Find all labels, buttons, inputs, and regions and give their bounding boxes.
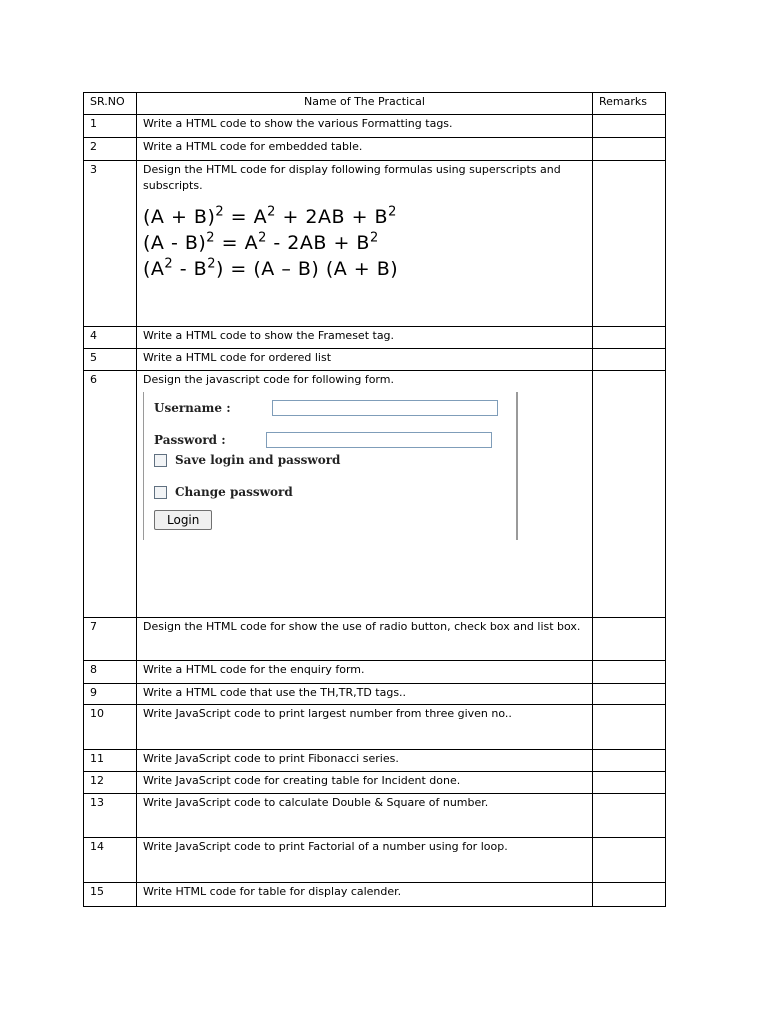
- row-remarks: [593, 371, 666, 618]
- practicals-table: [83, 92, 666, 907]
- table-row: [84, 618, 666, 661]
- login-button[interactable]: Login: [154, 510, 212, 530]
- table-row: [84, 883, 666, 907]
- row-name: Write a HTML code that use the TH,TR,TD tags..: [137, 684, 593, 705]
- formula-line-2: $(A - B)^2 = A^2 - 2AB + B^2$: [143, 230, 379, 254]
- row-sr: 1: [84, 115, 137, 138]
- password-label: Password :: [154, 433, 226, 447]
- row-remarks: [593, 883, 666, 907]
- header-practical-name: Name of The Practical: [137, 93, 593, 115]
- save-login-label: Save login and password: [175, 453, 341, 467]
- row-remarks: [593, 684, 666, 705]
- row-sr: 14: [84, 838, 137, 883]
- password-input[interactable]: [266, 432, 492, 448]
- row-name: Write a HTML code to show the Frameset tag.: [137, 327, 593, 349]
- row-remarks: [593, 161, 666, 327]
- table-header-row: [84, 93, 666, 115]
- row-remarks: [593, 838, 666, 883]
- row-name: Write a HTML code for ordered list: [137, 349, 593, 371]
- row-remarks: [593, 349, 666, 371]
- row-remarks: [593, 750, 666, 772]
- table-row: [84, 371, 666, 618]
- row-sr: 3: [84, 161, 137, 327]
- row-remarks: [593, 661, 666, 684]
- row-remarks: [593, 705, 666, 750]
- row-name: Design the javascript code for following form.: [143, 373, 394, 386]
- row-remarks: [593, 138, 666, 161]
- formula-line-1: $(A + B)^2 = A^2 + 2AB + B^2$: [143, 204, 397, 228]
- row-name: Design the HTML code for show the use of radio button, check box and list box.: [137, 618, 593, 661]
- row-remarks: [593, 327, 666, 349]
- save-login-checkbox[interactable]: [154, 454, 167, 467]
- row-sr: 4: [84, 327, 137, 349]
- username-row: [154, 400, 498, 416]
- row-sr: 6: [84, 371, 137, 618]
- login-form-illustration: [143, 392, 518, 540]
- table-row: [84, 327, 666, 349]
- row-name: Design the HTML code for display following formulas using superscripts and subscripts.: [143, 163, 561, 192]
- row-sr: 12: [84, 772, 137, 794]
- row-remarks: [593, 772, 666, 794]
- row-name: Write a HTML code to show the various Formatting tags.: [137, 115, 593, 138]
- table-row: [84, 705, 666, 750]
- row-sr: 7: [84, 618, 137, 661]
- row-name: Write a HTML code for embedded table.: [137, 138, 593, 161]
- table-row: [84, 684, 666, 705]
- table-row: [84, 794, 666, 838]
- table-row: [84, 661, 666, 684]
- row-name: Write JavaScript code to print Fibonacci series.: [137, 750, 593, 772]
- table-row: [84, 349, 666, 371]
- row-sr: 13: [84, 794, 137, 838]
- username-label: Username :: [154, 401, 231, 415]
- table-row: [84, 750, 666, 772]
- row-name-cell: [137, 371, 593, 618]
- row-remarks: [593, 618, 666, 661]
- row-name: Write JavaScript code to calculate Double & Square of number.: [137, 794, 593, 838]
- row-name: Write HTML code for table for display calender.: [137, 883, 593, 907]
- row-sr: 11: [84, 750, 137, 772]
- row-name: Write JavaScript code for creating table for Incident done.: [137, 772, 593, 794]
- header-sr-no: SR.NO: [84, 93, 137, 115]
- change-password-checkbox[interactable]: [154, 486, 167, 499]
- row-name: Write a HTML code for the enquiry form.: [137, 661, 593, 684]
- table-row: [84, 138, 666, 161]
- row-sr: 15: [84, 883, 137, 907]
- change-password-label: Change password: [175, 485, 293, 499]
- form-right-border: [516, 392, 518, 540]
- password-row: [154, 432, 492, 448]
- row-sr: 10: [84, 705, 137, 750]
- row-sr: 2: [84, 138, 137, 161]
- formula-block: [143, 204, 586, 282]
- save-login-row: [154, 452, 340, 468]
- row-remarks: [593, 794, 666, 838]
- table-row: [84, 115, 666, 138]
- row-name-cell: [137, 161, 593, 327]
- table-row: [84, 772, 666, 794]
- table-row: [84, 161, 666, 327]
- table-row: [84, 838, 666, 883]
- change-password-row: [154, 484, 293, 500]
- formula-line-3: $(A^2 - B^2) = (A - B) (A + B)$: [143, 256, 399, 280]
- row-name: Write JavaScript code to print largest number from three given no..: [137, 705, 593, 750]
- username-input[interactable]: [272, 400, 498, 416]
- row-remarks: [593, 115, 666, 138]
- row-name: Write JavaScript code to print Factorial of a number using for loop.: [137, 838, 593, 883]
- row-sr: 9: [84, 684, 137, 705]
- row-sr: 8: [84, 661, 137, 684]
- row-sr: 5: [84, 349, 137, 371]
- header-remarks: Remarks: [593, 93, 666, 115]
